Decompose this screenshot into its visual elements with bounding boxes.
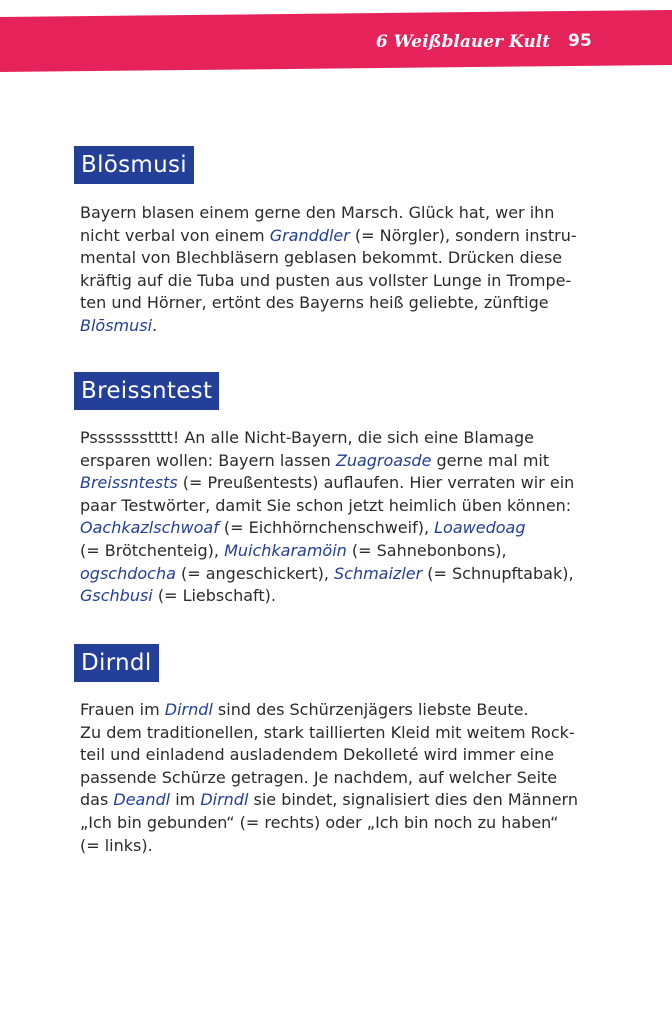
text-segment: (= Liebschaft). [152, 586, 276, 606]
section-heading-dirndl: Dirndl [74, 644, 159, 682]
bavarian-term: Gschbusi [80, 586, 153, 606]
text-line [80, 835, 590, 858]
bavarian-term: Muichkaramöin [224, 540, 347, 560]
bavarian-term: Granddler [269, 225, 350, 245]
bavarian-term: Oachkazlschwoaf [80, 518, 219, 538]
text-segment: das [80, 790, 114, 810]
text-segment: Frauen im [80, 700, 165, 719]
text-segment: . [152, 315, 158, 335]
text-line [80, 722, 590, 745]
text-segment: (= Preußentests) auflaufen. Hier verraten wir ein [177, 473, 575, 493]
bavarian-term: Blōsmusi [80, 315, 153, 335]
text-segment: (= links). [80, 835, 153, 855]
bavarian-term: Loawedoag [434, 518, 526, 538]
text-line [80, 540, 590, 563]
text-segment: (= Schnupftabak), [422, 563, 574, 583]
text-segment: im [170, 790, 201, 810]
bavarian-term: Schmaizler [334, 563, 423, 583]
text-segment: sind des Schürzenjägers liebste Beute. [212, 700, 529, 719]
text-line [80, 517, 590, 540]
text-segment: „Ich bin gebunden“ (= rechts) oder „Ich bin noch zu haben“ [80, 812, 559, 832]
bavarian-term: ogschdocha [80, 563, 176, 583]
text-segment: (= Nörgler), sondern instru- [349, 225, 577, 245]
text-segment: mental von Blechbläsern geblasen bekommt. Drücken diese [80, 248, 563, 268]
section-text-dirndl [80, 699, 590, 857]
section-text-breissntest [80, 427, 590, 608]
text-line [80, 699, 590, 722]
section-heading-breissntest: Breissntest [74, 372, 219, 410]
section-text-blosmusi [80, 202, 590, 338]
text-line [80, 247, 590, 270]
text-segment: passende Schürze getragen. Je nachdem, auf welcher Seite [80, 767, 558, 787]
text-segment: kräftig auf die Tuba und pusten aus vollster Lunge in Trompe- [80, 270, 572, 290]
text-segment: (= Eichhörnchenschweif), [218, 518, 435, 538]
bavarian-term: Breissntests [80, 473, 178, 493]
text-segment: (= Sahnebonbons), [346, 540, 507, 560]
chapter-title: 6 Weißblauer Kult [375, 32, 550, 52]
text-line [80, 225, 590, 248]
text-segment: Zu dem traditionellen, stark taillierten Kleid mit weitem Rock- [80, 722, 575, 742]
text-line [80, 585, 590, 608]
text-segment: gerne mal mit [431, 450, 550, 470]
bavarian-term: Dirndl [164, 700, 213, 719]
text-segment: teil und einladend ausladendem Dekolleté wird immer eine [80, 745, 555, 765]
text-segment: nicht verbal von einem [80, 225, 270, 245]
text-line [80, 563, 590, 586]
text-segment: Bayern blasen einem gerne den Marsch. Glück hat, wer ihn [80, 203, 555, 222]
text-line [80, 315, 590, 338]
text-line [80, 495, 590, 518]
text-segment: (= Brötchenteig), [80, 540, 225, 560]
bavarian-term: Zuagroasde [335, 450, 432, 470]
text-line [80, 292, 590, 315]
text-line [80, 472, 590, 495]
bavarian-term: Deandl [113, 790, 171, 810]
text-segment: (= angeschickert), [175, 563, 334, 583]
text-line [80, 789, 590, 812]
text-segment: Pssssssstttt! An alle Nicht-Bayern, die sich eine Blamage [80, 428, 534, 447]
text-line [80, 270, 590, 293]
text-line [80, 812, 590, 835]
section-heading-blosmusi: Blōsmusi [74, 146, 194, 184]
text-line [80, 427, 590, 450]
text-segment: paar Testwörter, damit Sie schon jetzt heimlich üben können: [80, 495, 572, 515]
text-line [80, 767, 590, 790]
page-number: 95 [568, 31, 592, 51]
bavarian-term: Dirndl [200, 790, 249, 810]
text-segment: sie bindet, signalisiert dies den Männern [248, 790, 578, 810]
text-segment: ten und Hörner, ertönt des Bayerns heiß geliebte, zünftige [80, 293, 549, 313]
text-line [80, 744, 590, 767]
text-line [80, 450, 590, 473]
text-line [80, 202, 590, 225]
text-segment: ersparen wollen: Bayern lassen [80, 450, 336, 470]
